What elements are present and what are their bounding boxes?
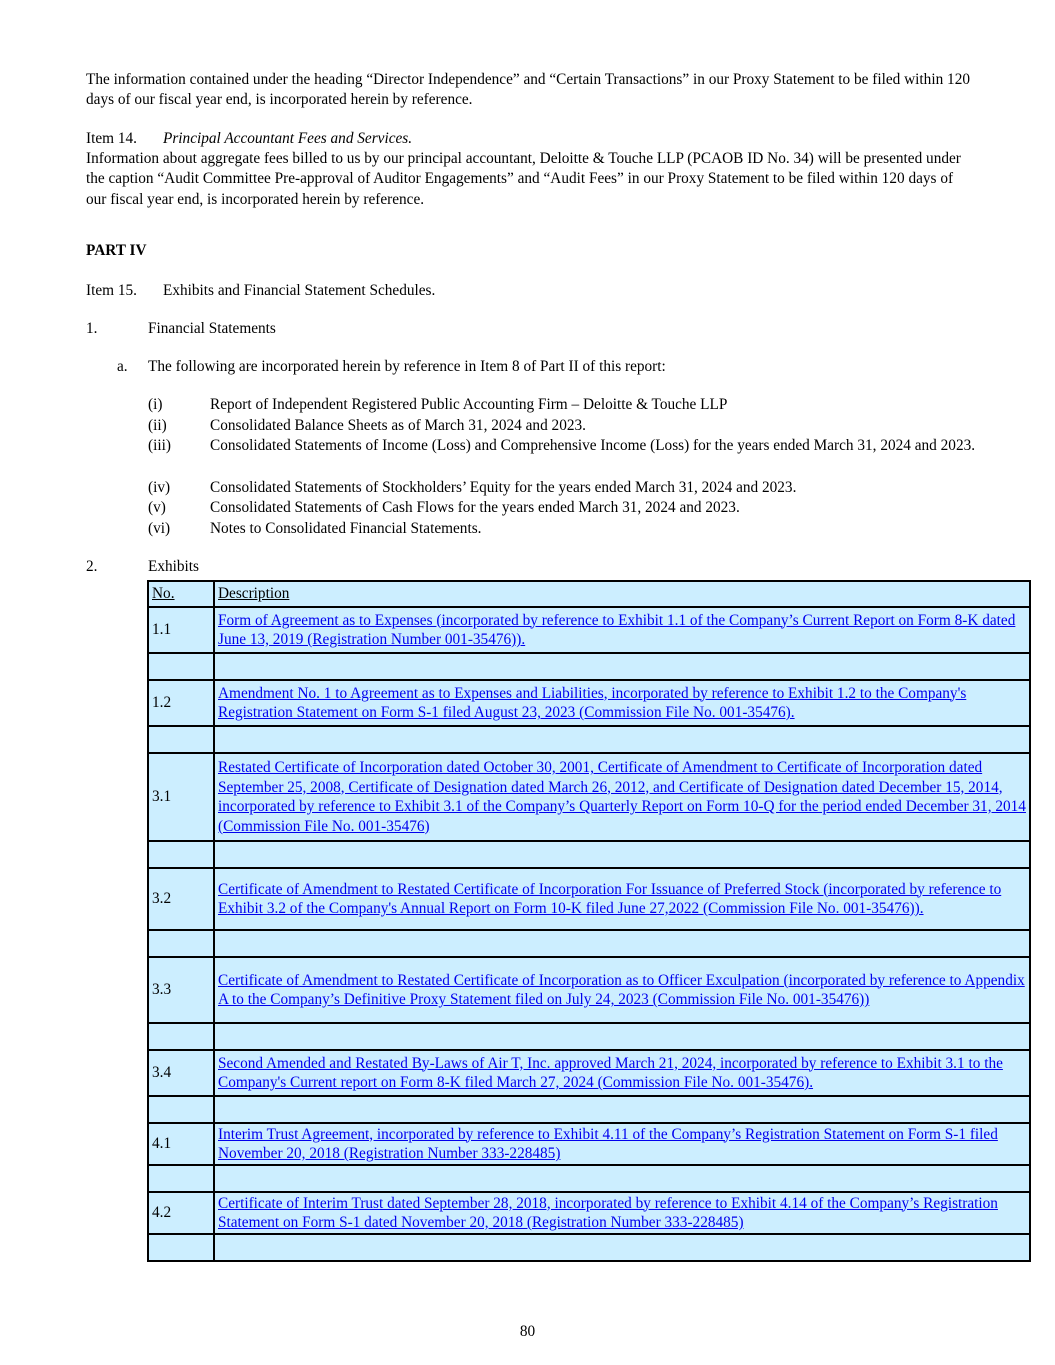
list-item-text: Report of Independent Registered Public Accounting Firm – Deloitte & Touche LLP [210,396,728,413]
item15-number: Item 15. [86,282,137,299]
exhibit-number: 3.2 [148,868,214,930]
subsection-a-letter: a. [117,358,128,375]
exhibit-link[interactable]: Amendment No. 1 to Agreement as to Expenses and Liabilities, incorporated by reference to Exhibit 1.2 to the Company's Registration Statement on Form S-1 filed August 23, 2023 (Commission File No. 001-35476). [218,684,967,721]
table-spacer-row [148,1165,1030,1192]
exhibit-number: 3.3 [148,957,214,1023]
exhibit-description-cell [214,1123,1030,1165]
intro-paragraph: The information contained under the heading “Director Independence” and “Certain Transactions” in our Proxy Statement to be filed within 120 days of our fiscal year end, is incorporated herein by reference. [86,71,970,109]
table-row [148,1123,1030,1165]
spacer-cell [214,1165,1030,1192]
exhibit-link[interactable]: Interim Trust Agreement, incorporated by reference to Exhibit 4.11 of the Company’s Registration Statement on Form S-1 filed November 20, 2018 (Registration Number 333-228485) [218,1125,998,1162]
list-item-number: (iv) [148,479,171,496]
exhibit-link[interactable]: Form of Agreement as to Expenses (incorporated by reference to Exhibit 1.1 of the Company’s Current Report on Form 8-K dated June 13, 2019 (Registration Number 001-35476)). [218,611,1016,648]
spacer-cell [214,841,1030,868]
table-row [148,753,1030,841]
table-spacer-row [148,653,1030,680]
exhibit-number: 1.2 [148,680,214,726]
header-description: Description [214,581,1030,607]
spacer-cell [148,930,214,957]
page-number: 80 [519,1323,536,1340]
list-item-number: (iii) [148,437,171,454]
table-spacer-row [148,930,1030,957]
list-item-text: Consolidated Balance Sheets as of March 31, 2024 and 2023. [210,417,586,434]
item14-title: Principal Accountant Fees and Services. [163,130,413,147]
header-no: No. [148,581,214,607]
spacer-cell [214,1023,1030,1050]
item14-number: Item 14. [86,130,137,147]
spacer-cell [148,1165,214,1192]
exhibit-number: 1.1 [148,607,214,653]
list-item-number: (vi) [148,520,171,537]
table-row [148,1192,1030,1234]
section1-title: Financial Statements [148,320,276,337]
spacer-cell [148,1096,214,1123]
spacer-cell [148,726,214,753]
exhibit-link[interactable]: Certificate of Interim Trust dated September 28, 2018, incorporated by reference to Exhibit 4.14 of the Company’s Registration Statement on Form S-1 dated November 20, 2018 (Registration Number 333-228485) [218,1194,998,1231]
table-spacer-row [148,1023,1030,1050]
exhibit-description-cell [214,957,1030,1023]
exhibit-link[interactable]: Restated Certificate of Incorporation dated October 30, 2001, Certificate of Amendment to Certificate of Incorporation dated September 25, 2008, Certificate of Designation dated March 26, 2012, and Certificate of Designation dated December 15, 2014, incorporated by reference to Exhibit 3.1 of the Company’s Quarterly Report on Form 10-Q for the period ended December 31, 2014 (Commission File No. 001-35476) [218,759,1026,835]
section2-title: Exhibits [148,558,199,575]
exhibit-number: 4.1 [148,1123,214,1165]
spacer-cell [148,1023,214,1050]
table-spacer-row [148,726,1030,753]
list-item-number: (ii) [148,417,167,434]
list-item-number: (i) [148,396,163,413]
exhibit-description-cell [214,680,1030,726]
exhibit-number: 3.4 [148,1050,214,1096]
subsection-a-text: The following are incorporated herein by reference in Item 8 of Part II of this report: [148,358,666,375]
spacer-cell [148,653,214,680]
table-row [148,868,1030,930]
table-row [148,1050,1030,1096]
list-item-text: Consolidated Statements of Cash Flows for the years ended March 31, 2024 and 2023. [210,499,740,516]
exhibit-number: 4.2 [148,1192,214,1234]
section2-number: 2. [86,558,98,575]
table-row [148,680,1030,726]
exhibit-description-cell [214,1192,1030,1234]
table-spacer-row [148,1234,1030,1261]
table-row [148,957,1030,1023]
item15-title: Exhibits and Financial Statement Schedules. [163,282,436,299]
spacer-cell [214,930,1030,957]
exhibit-link[interactable]: Certificate of Amendment to Restated Certificate of Incorporation For Issuance of Preferred Stock (incorporated by reference to Exhibit 3.2 of the Company's Annual Report on Form 10-K filed June 27,2022 (Commission File No. 001-35476)). [218,880,1002,917]
spacer-cell [148,1234,214,1261]
item14-body: Information about aggregate fees billed to us by our principal accountant, Deloitte & Touche LLP (PCAOB ID No. 34) will be presented under the caption “Audit Committee Pre-approval of Auditor Engagements” and “Audit Fees” in our Proxy Statement to be filed within 120 days of our fiscal year end, is incorporated herein by reference. [86,150,961,208]
exhibit-description-cell [214,607,1030,653]
exhibit-description-cell [214,753,1030,841]
list-item-text: Consolidated Statements of Stockholders’ Equity for the years ended March 31, 2024 and 2023. [210,479,797,496]
part-heading: PART IV [86,242,147,259]
spacer-cell [214,726,1030,753]
spacer-cell [148,841,214,868]
table-spacer-row [148,1096,1030,1123]
list-item-number: (v) [148,499,166,516]
exhibits-table [147,580,1031,1262]
table-spacer-row [148,841,1030,868]
exhibit-description-cell [214,868,1030,930]
exhibit-link[interactable]: Certificate of Amendment to Restated Certificate of Incorporation as to Officer Exculpation (incorporated by reference to Appendix A to the Company’s Definitive Proxy Statement filed on July 24, 2023 (Commission File No. 001-35476)) [218,971,1025,1008]
list-item-text: Consolidated Statements of Income (Loss) and Comprehensive Income (Loss) for the years ended March 31, 2024 and 2023. [210,437,976,454]
spacer-cell [214,1234,1030,1261]
list-item-text: Notes to Consolidated Financial Statements. [210,520,482,537]
spacer-cell [214,653,1030,680]
spacer-cell [214,1096,1030,1123]
section1-number: 1. [86,320,98,337]
table-header-row [148,581,1030,607]
exhibit-number: 3.1 [148,753,214,841]
exhibit-link[interactable]: Second Amended and Restated By-Laws of Air T, Inc. approved March 21, 2024, incorporated by reference to Exhibit 3.1 to the Company's Current report on Form 8-K filed March 27, 2024 (Commission File No. 001-35476). [218,1054,1003,1091]
table-row [148,607,1030,653]
exhibit-description-cell [214,1050,1030,1096]
